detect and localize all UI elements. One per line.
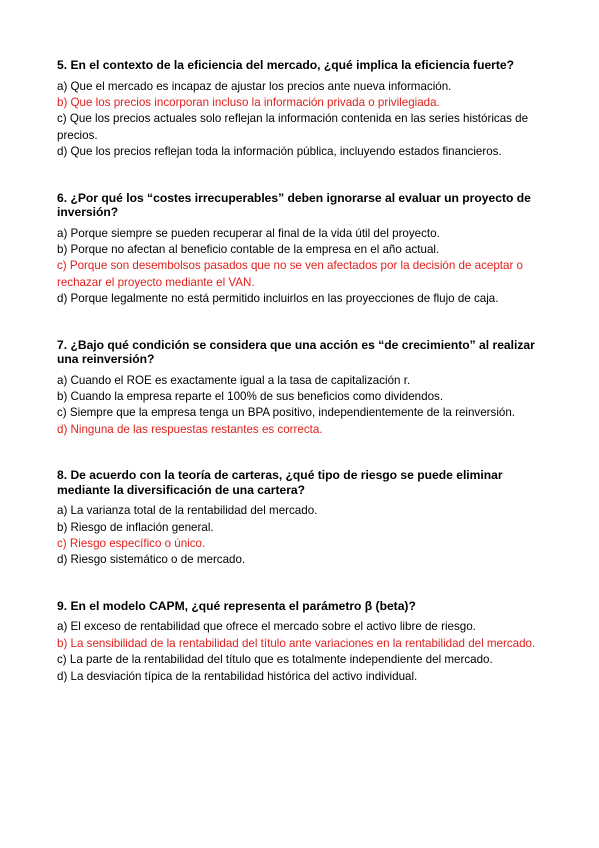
option-d: d) Porque legalmente no está permitido incluirlos en las proyecciones de flujo de caja. bbox=[57, 292, 499, 306]
question-8 bbox=[57, 468, 545, 569]
option-c-correct: c) Porque son desembolsos pasados que no se ven afectados por la decisión de aceptar o rechazar el proyecto mediante el VAN. bbox=[57, 259, 523, 289]
option-d: d) La desviación típica de la rentabilidad histórica del activo individual. bbox=[57, 669, 418, 683]
option-a: a) Que el mercado es incapaz de ajustar los precios ante nueva información. bbox=[57, 79, 452, 93]
question-title: 7. ¿Bajo qué condición se considera que una acción es “de crecimiento” al realizar una reinversión? bbox=[57, 337, 535, 367]
option-d-correct: d) Ninguna de las respuestas restantes es correcta. bbox=[57, 422, 323, 436]
option-c: c) La parte de la rentabilidad del título que es totalmente independiente del mercado. bbox=[57, 653, 493, 667]
option-a: a) Porque siempre se pueden recuperar al final de la vida útil del proyecto. bbox=[57, 226, 440, 240]
question-title: 9. En el modelo CAPM, ¿qué representa el parámetro β (beta)? bbox=[57, 598, 416, 613]
question-title: 8. De acuerdo con la teoría de carteras, ¿qué tipo de riesgo se puede eliminar mediante la diversificación de una cartera? bbox=[57, 468, 503, 497]
option-b: b) Porque no afectan al beneficio contable de la empresa en el año actual. bbox=[57, 242, 440, 256]
question-6 bbox=[57, 191, 545, 308]
option-d: d) Riesgo sistemático o de mercado. bbox=[57, 553, 246, 567]
option-c-correct: c) Riesgo específico o único. bbox=[57, 537, 206, 550]
question-title: 5. En el contexto de la eficiencia del mercado, ¿qué implica la eficiencia fuerte? bbox=[57, 58, 515, 72]
option-b: b) Riesgo de inflación general. bbox=[57, 520, 214, 534]
option-c: c) Que los precios actuales solo reflejan la información contenida en las series históricas de precios. bbox=[57, 112, 529, 142]
option-b: b) Cuando la empresa reparte el 100% de sus beneficios como dividendos. bbox=[57, 389, 444, 403]
question-9 bbox=[57, 599, 545, 685]
option-b-correct: b) Que los precios incorporan incluso la información privada o privilegiada. bbox=[57, 95, 440, 109]
question-5 bbox=[57, 58, 545, 161]
option-a: a) El exceso de rentabilidad que ofrece el mercado sobre el activo libre de riesgo. bbox=[57, 620, 476, 634]
question-title: 6. ¿Por qué los “costes irrecuperables” deben ignorarse al evaluar un proyecto de inversión? bbox=[57, 190, 531, 220]
question-7 bbox=[57, 338, 545, 439]
option-b-correct: b) La sensibilidad de la rentabilidad del título ante variaciones en la rentabilidad del mercado. bbox=[57, 636, 536, 650]
option-d: d) Que los precios reflejan toda la información pública, incluyendo estados financieros. bbox=[57, 145, 502, 159]
option-a: a) Cuando el ROE es exactamente igual a la tasa de capitalización r. bbox=[57, 373, 411, 387]
option-c: c) Siempre que la empresa tenga un BPA positivo, independientemente de la reinversión. bbox=[57, 406, 516, 420]
option-a: a) La varianza total de la rentabilidad del mercado. bbox=[57, 504, 318, 518]
